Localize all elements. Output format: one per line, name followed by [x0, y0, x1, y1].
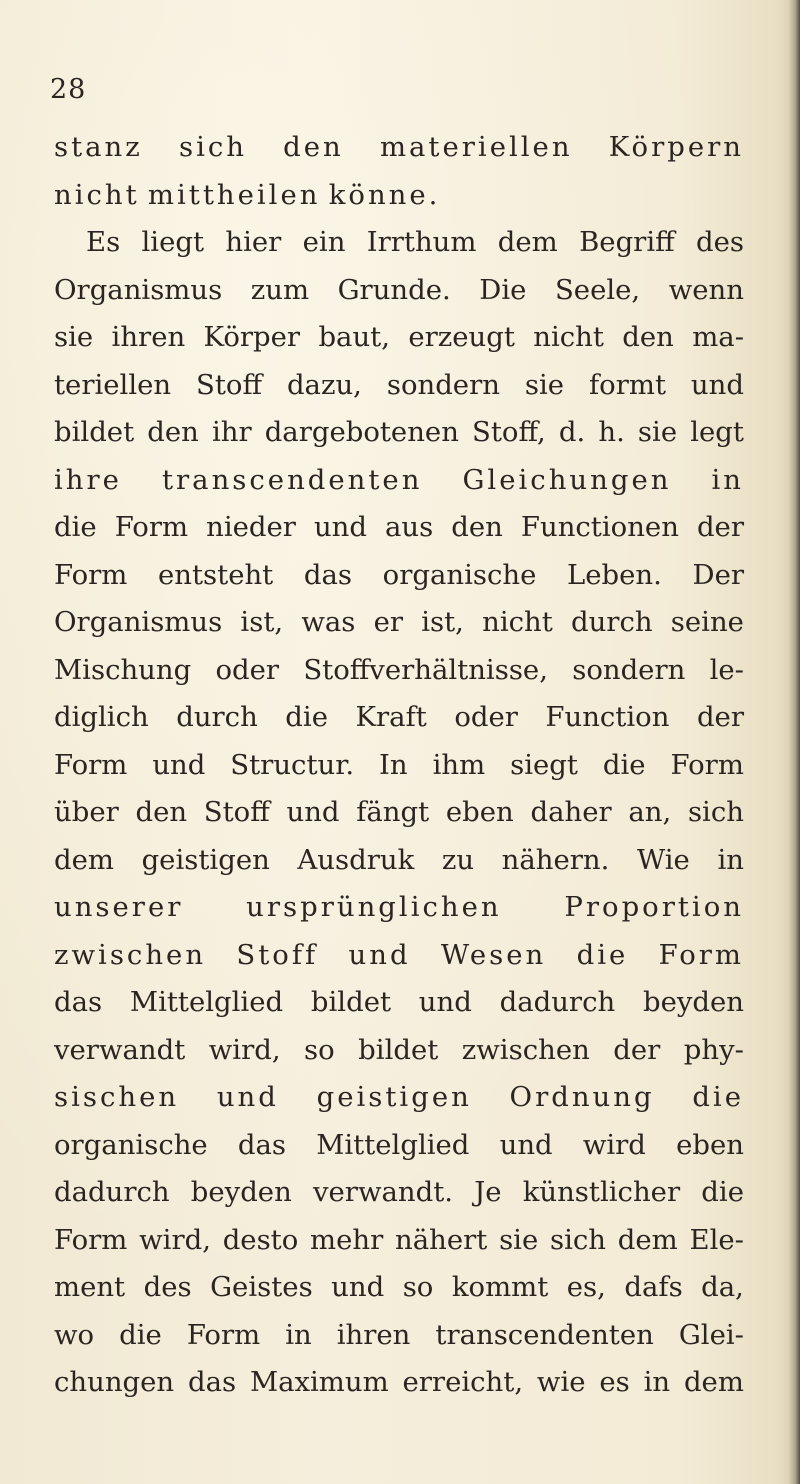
word: Function — [545, 701, 670, 733]
word: Körper — [203, 321, 301, 353]
word: dem — [617, 1223, 678, 1256]
word: oder — [454, 701, 518, 733]
word: fängt — [356, 796, 430, 828]
word: wird — [582, 1128, 646, 1161]
word: das — [54, 986, 103, 1018]
word: Leben. — [567, 558, 662, 591]
word: mittheilen — [147, 178, 321, 211]
text-line — [54, 314, 744, 362]
word: Irrthum — [366, 226, 477, 258]
text-line — [54, 362, 744, 410]
word: stanz — [54, 131, 143, 163]
word: es, — [566, 1271, 606, 1303]
text-line — [54, 1217, 744, 1265]
word: es — [599, 1366, 630, 1398]
word: Stoff, — [472, 416, 546, 448]
word: was — [301, 606, 356, 638]
text-line — [54, 694, 744, 742]
word: sondern — [386, 368, 500, 401]
word: nähern. — [501, 843, 610, 876]
word: des — [143, 1271, 192, 1303]
word: des — [696, 226, 744, 258]
word: dem — [54, 843, 114, 876]
word: Stoff — [236, 938, 319, 971]
word: dadurch — [499, 986, 616, 1018]
text-line — [54, 647, 744, 695]
word: die — [285, 701, 328, 733]
word: d. — [558, 416, 586, 448]
word: an, — [628, 796, 672, 828]
word: der — [613, 1033, 661, 1066]
word: le- — [709, 653, 744, 686]
word: Wesen — [440, 938, 547, 971]
word: kommt — [451, 1271, 549, 1303]
word: ma- — [692, 321, 744, 353]
word: künstlicher — [522, 1176, 681, 1208]
word: eben — [676, 1128, 744, 1161]
text-line — [54, 219, 744, 267]
word: sich — [550, 1223, 607, 1256]
word: chungen — [54, 1366, 175, 1398]
text-line — [54, 1169, 744, 1217]
word: nieder — [206, 511, 296, 543]
word: ihr — [211, 416, 252, 448]
word: Begriff — [579, 226, 675, 258]
word: die — [576, 938, 629, 971]
word: wie — [536, 1366, 586, 1398]
word: ment — [54, 1271, 126, 1303]
word: Die — [479, 273, 527, 306]
word: verwandt. — [313, 1176, 453, 1208]
text-line — [54, 1027, 744, 1075]
text-line — [54, 457, 744, 505]
word: baut, — [318, 321, 390, 353]
word: aus — [385, 511, 434, 543]
word: ihre — [54, 463, 122, 496]
word: in — [717, 843, 744, 876]
word: und — [348, 938, 411, 971]
word: materiellen — [379, 131, 573, 163]
word: daher — [530, 796, 612, 828]
word: dargebotenen — [264, 416, 459, 448]
word: Form — [186, 1318, 261, 1351]
word: da, — [701, 1271, 744, 1303]
word: sich — [178, 131, 247, 163]
word: erzeugt — [408, 321, 515, 353]
word: und — [690, 368, 744, 401]
word: der — [696, 701, 744, 733]
word: Je — [474, 1176, 502, 1208]
text-line — [54, 599, 744, 647]
word: organische — [382, 558, 537, 591]
text-line — [54, 884, 744, 932]
text-line — [54, 267, 744, 315]
word: sie — [524, 368, 565, 401]
text-line — [54, 1359, 744, 1407]
word: Gleichungen — [462, 463, 672, 496]
word: die — [692, 1081, 744, 1113]
word: ihm — [432, 748, 486, 781]
word: Form — [658, 938, 744, 971]
word: transcendenten — [435, 1318, 654, 1351]
text-line — [54, 504, 744, 552]
word: dazu, — [286, 368, 362, 401]
text-line — [54, 1074, 744, 1122]
text-line — [54, 1312, 744, 1360]
text-line — [54, 552, 744, 600]
word: wo — [54, 1318, 95, 1351]
word: geistigen — [141, 843, 270, 876]
word: erreicht, — [402, 1366, 524, 1398]
word: und — [286, 796, 340, 828]
word: die — [119, 1318, 162, 1351]
word: Glei- — [678, 1318, 744, 1351]
word: In — [379, 748, 408, 781]
word: liegt — [141, 226, 205, 258]
word: den — [622, 321, 674, 353]
word: Form — [114, 511, 189, 543]
word: durch — [570, 606, 653, 638]
word: das — [303, 558, 353, 591]
word: so — [402, 1271, 434, 1303]
word: phy- — [683, 1033, 744, 1066]
word: in — [711, 463, 744, 496]
word: dem — [497, 226, 558, 258]
body-text — [54, 124, 744, 1407]
word: sich — [687, 796, 744, 828]
word: Form — [54, 558, 128, 591]
word: nicht — [533, 321, 604, 353]
word: Geistes — [210, 1271, 313, 1303]
word: sie — [499, 1223, 539, 1256]
text-line — [54, 789, 744, 837]
word: und — [499, 1128, 553, 1161]
word: hier — [225, 226, 282, 258]
text-line — [54, 837, 744, 885]
word: formt — [588, 368, 666, 401]
word: Es — [86, 226, 121, 258]
word: ist, — [421, 606, 464, 638]
word: die — [54, 511, 97, 543]
word: den — [147, 416, 199, 448]
word: dem — [683, 1366, 744, 1398]
word: sie — [637, 416, 678, 448]
word: nähert — [395, 1223, 488, 1256]
word: und — [418, 986, 472, 1018]
word: teriellen — [54, 368, 172, 401]
word: Stoffverhältnisse, — [303, 653, 548, 686]
word: Organismus — [54, 606, 223, 638]
word: nicht — [54, 178, 140, 211]
word: Form — [54, 1223, 128, 1256]
word: er — [373, 606, 403, 638]
word: Stoff — [196, 368, 263, 401]
word: durch — [176, 701, 258, 733]
word: könne. — [328, 178, 441, 211]
word: Stoff — [203, 796, 270, 828]
word: den — [135, 796, 188, 828]
word: sischen — [54, 1081, 180, 1113]
word: Structur. — [230, 748, 355, 781]
word: Seele, — [554, 273, 641, 306]
word: ist, — [240, 606, 284, 638]
word: entsteht — [158, 558, 274, 591]
word: zu — [441, 843, 475, 876]
word: zwischen — [461, 1033, 590, 1066]
word: sie — [54, 321, 94, 353]
word: sondern — [572, 653, 686, 686]
word: bildet — [54, 416, 135, 448]
word: desto — [222, 1223, 299, 1256]
word: ursprünglichen — [246, 891, 502, 923]
word: so — [304, 1033, 335, 1066]
word: seine — [670, 606, 744, 638]
word: nicht — [482, 606, 553, 638]
word: das — [187, 1366, 237, 1398]
text-line — [54, 742, 744, 790]
word: dadurch — [54, 1176, 170, 1208]
text-line — [54, 124, 744, 172]
word: unserer — [54, 891, 184, 923]
word: Form — [54, 748, 128, 781]
word: Ele- — [689, 1223, 744, 1256]
word: eben — [445, 796, 514, 828]
word: mehr — [310, 1223, 384, 1256]
word: Körpern — [608, 131, 744, 163]
word: siegt — [510, 748, 578, 781]
word: Maximum — [249, 1366, 389, 1398]
word: zum — [250, 273, 310, 306]
word: Functionen — [520, 511, 679, 543]
word: Grunde. — [337, 273, 451, 306]
word: organische — [54, 1128, 208, 1161]
word: und — [331, 1271, 385, 1303]
word: Kraft — [355, 701, 427, 733]
word: oder — [215, 653, 280, 686]
word: Der — [692, 558, 744, 591]
word: die — [701, 1176, 744, 1208]
word: legt — [690, 416, 744, 448]
word: der — [696, 511, 744, 543]
word: Organismus — [54, 273, 223, 306]
text-line — [54, 1264, 744, 1312]
word: und — [152, 748, 206, 781]
text-line — [54, 409, 744, 457]
word: bildet — [310, 986, 392, 1018]
word: diglich — [54, 701, 149, 733]
word: Proportion — [564, 891, 744, 923]
word: wird, — [139, 1223, 211, 1256]
word: in — [643, 1366, 671, 1398]
word: in — [285, 1318, 312, 1351]
word: Wie — [636, 843, 690, 876]
page-edge-shadow — [788, 0, 800, 1484]
word: ihren — [336, 1318, 411, 1351]
word: wird, — [208, 1033, 281, 1066]
word: bildet — [358, 1033, 439, 1066]
word: Ordnung — [509, 1081, 655, 1113]
word: die — [602, 748, 646, 781]
word: geistigen — [316, 1081, 472, 1113]
word: den — [283, 131, 344, 163]
word: beyden — [190, 1176, 292, 1208]
word: beyden — [642, 986, 744, 1018]
word: ihren — [111, 321, 186, 353]
text-line — [54, 1122, 744, 1170]
word: Form — [670, 748, 744, 781]
word: wenn — [668, 273, 744, 306]
word: dafs — [624, 1271, 683, 1303]
text-line — [54, 932, 744, 980]
word: Mittelglied — [316, 1128, 470, 1161]
word: das — [237, 1128, 287, 1161]
word: h. — [598, 416, 625, 448]
text-line — [54, 172, 744, 220]
word: und — [313, 511, 367, 543]
word: Mischung — [54, 653, 192, 686]
word: und — [216, 1081, 279, 1113]
page-number: 28 — [50, 74, 87, 105]
word: verwandt — [54, 1033, 186, 1066]
word: Mittelglied — [129, 986, 284, 1018]
word: zwischen — [54, 938, 207, 971]
word: Ausdruk — [297, 843, 415, 876]
word: ein — [302, 226, 346, 258]
word: den — [451, 511, 503, 543]
text-line — [54, 979, 744, 1027]
word: über — [54, 796, 119, 828]
word: transcendenten — [161, 463, 423, 496]
